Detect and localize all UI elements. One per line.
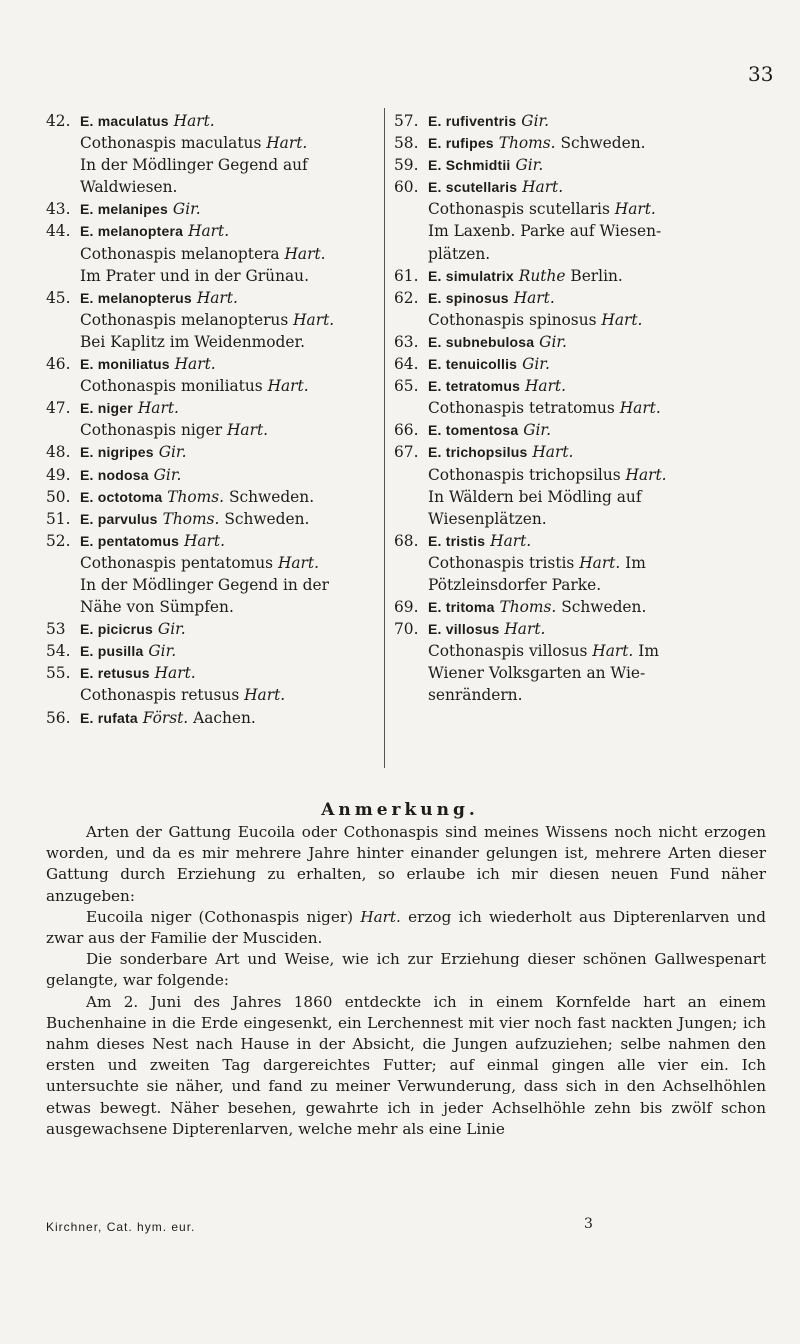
species-heading [46,640,376,662]
species-name: E. subnebulosa [428,333,535,350]
author-name: Hart. [504,620,546,639]
species-name: E. spinosus [428,289,509,306]
species-heading [46,508,376,530]
species-heading [46,353,376,375]
column-divider [384,108,385,768]
species-heading [46,486,376,508]
locality: Schweden. [228,487,315,506]
author-name: Hart. [293,310,335,329]
species-heading [394,110,762,132]
entry-text-line: Cothonaspis pentatomus Hart. [80,553,319,572]
author-name: Gir. [148,642,177,661]
species-name: E. tristis [428,532,486,549]
entry-text-line: In der Mödlinger Gegend auf [80,156,308,175]
entry-number: 55. [46,664,71,683]
entry-text-line: Pötzleinsdorfer Parke. [428,575,602,594]
species-entry [394,331,762,353]
species-entry [394,110,762,132]
author-name: Gir. [539,332,567,351]
species-heading [394,419,762,441]
entry-number: 59. [394,156,419,175]
footer-sheet-number: 3 [584,1216,593,1232]
species-name: E. rufata [80,709,138,726]
author-name: Hart. [277,553,319,572]
species-heading [46,287,376,309]
species-name: E. pusilla [80,643,144,660]
species-entry [394,441,762,529]
entry-text-line: In Wäldern bei Mödling auf [428,487,642,506]
species-entry [394,419,762,441]
species-entry [394,287,762,331]
entry-text-line: Cothonaspis villosus Hart. Im [428,642,659,661]
entry-number: 70. [394,620,419,639]
species-entry [394,375,762,419]
entry-text-line: Cothonaspis spinosus Hart. [428,310,643,329]
locality: Schweden. [561,598,647,617]
entry-number: 62. [394,288,419,307]
species-name: E. niger [80,400,133,417]
species-heading [46,530,376,552]
entry-number: 60. [394,178,419,197]
species-heading [46,110,376,132]
author-name: Hart. [174,355,216,374]
entry-number: 43. [46,200,71,219]
entry-number: 56. [46,708,71,727]
entry-number: 45. [46,288,71,307]
species-name: E. parvulus [80,510,158,527]
entry-number: 42. [46,112,71,130]
entry-text-line: senrändern. [428,686,523,705]
species-name: E. tritoma [428,599,495,616]
entry-text-line: Wiesenplätzen. [428,509,547,528]
entry-number: 69. [394,598,419,617]
species-name: E. simulatrix [428,267,514,284]
author-name: Hart. [244,686,286,705]
species-heading [394,618,762,640]
entry-text-line: Im Laxenb. Parke auf Wiesen- [428,222,662,241]
species-heading [394,331,762,353]
locality: Aachen. [193,708,256,727]
page-number: 33 [748,62,774,86]
entry-text-line: Cothonaspis scutellaris Hart. [428,200,656,219]
entry-number: 57. [394,112,419,130]
species-name: E. trichopsilus [428,444,528,461]
species-entry [394,265,762,287]
author-name: Hart. [579,553,621,572]
species-entry [46,353,376,397]
author-name: Först. [142,708,189,727]
author-name: Hart. [619,399,661,418]
remark-paragraph: Die sonderbare Art und Weise, wie ich zur Erziehung dieser schönen Gallwespenart gelangte, war folgende: [46,950,766,990]
entry-number: 47. [46,399,71,418]
entry-number: 66. [394,421,419,440]
species-entry [46,441,376,463]
remark-paragraph: Arten der Gattung Eucoila oder Cothonaspis sind meines Wissens noch nicht erzogen worden, und da es mir mehrere Jahre hinter einander gelungen ist, mehrere Arten dieser Gattung durch Erziehung zu erhalten, so erlaube ich mir diesen neuen Fund näher anzugeben: [46,823,766,905]
species-name: E. moniliatus [80,356,170,373]
author-name: Hart. [360,907,401,926]
entry-text-line: Cothonaspis tristis Hart. Im [428,553,646,572]
left-column [46,110,376,729]
species-entry [46,662,376,706]
remark-paragraph: Eucoila niger (Cothonaspis niger) Hart. erzog ich wiederholt aus Dipterenlarven und zwar aus der Familie der Musciden. [46,907,766,948]
species-heading [394,265,762,287]
species-name: E. villosus [428,621,500,638]
species-name: E. nodosa [80,466,149,483]
species-name: E. melanopterus [80,289,192,306]
locality: Schweden. [560,134,646,153]
species-heading [394,375,762,397]
author-name: Ruthe [518,266,566,285]
species-heading [394,596,762,618]
species-name: E. picicrus [80,621,154,638]
locality: Schweden. [224,509,310,528]
species-entry [46,508,376,530]
author-name: Hart. [173,112,215,130]
entry-text-line: Nähe von Sümpfen. [80,598,234,617]
footer-signature: Kirchner, Cat. hym. eur. [46,1220,196,1234]
species-heading [394,353,762,375]
species-entry [394,154,762,176]
author-name: Thoms. [498,134,556,153]
species-entry [394,530,762,596]
species-heading [394,287,762,309]
species-entry [46,397,376,441]
entry-text-line: Waldwiesen. [80,178,178,197]
species-entry [394,353,762,375]
species-entry [46,618,376,640]
author-name: Thoms. [162,509,220,528]
species-name: E. tenuicollis [428,356,518,373]
species-name: E. octotoma [80,488,163,505]
locality: Berlin. [570,266,623,285]
author-name: Hart. [188,222,230,241]
species-name: E. tomentosa [428,422,519,439]
species-heading [46,618,376,640]
species-entry [394,176,762,264]
species-name: E. nigripes [80,444,154,461]
species-name: E. tetratomus [428,378,521,395]
author-name: Thoms. [499,598,557,617]
species-name: E. Schmidtii [428,157,511,174]
species-heading [46,198,376,220]
entry-text-line: Cothonaspis maculatus Hart. [80,134,308,153]
species-name: E. pentatomus [80,532,180,549]
species-name: E. maculatus [80,113,169,129]
species-entry [46,530,376,618]
author-name: Hart. [227,421,269,440]
species-entry [46,640,376,662]
author-name: Hart. [490,531,532,550]
author-name: Hart. [513,288,555,307]
entry-number: 49. [46,465,71,484]
species-heading [46,397,376,419]
author-name: Hart. [592,642,634,661]
entry-number: 65. [394,377,419,396]
entry-number: 64. [394,355,419,374]
author-name: Gir. [157,620,186,639]
author-name: Gir. [172,200,201,219]
species-name: E. rufiventris [428,113,517,129]
author-name: Hart. [284,244,326,263]
species-entry [46,707,376,729]
entry-number: 67. [394,443,419,462]
author-name: Gir. [515,156,544,175]
entry-number: 44. [46,222,71,241]
author-name: Hart. [196,288,238,307]
author-name: Gir. [521,112,550,130]
species-entry [46,486,376,508]
species-heading [46,441,376,463]
entry-number: 46. [46,355,71,374]
species-name: E. melanoptera [80,223,184,240]
entry-text-line: Im Prater und in der Grünau. [80,266,309,285]
entry-number: 48. [46,443,71,462]
species-heading [46,707,376,729]
species-entry [46,287,376,353]
entry-text-line: Cothonaspis melanopterus Hart. [80,310,335,329]
author-name: Hart. [614,200,656,219]
species-heading [394,441,762,463]
species-entry [46,110,376,198]
entry-text-line: plätzen. [428,244,491,263]
author-name: Thoms. [167,487,225,506]
entry-text-line: Cothonaspis niger Hart. [80,421,269,440]
author-name: Hart. [183,531,226,550]
species-heading [46,220,376,242]
entry-number: 50. [46,487,71,506]
species-entry [46,464,376,486]
species-heading [394,154,762,176]
author-name: Gir. [153,465,182,484]
entry-number: 54. [46,642,71,661]
entry-number: 53 [46,620,66,639]
author-name: Gir. [523,421,551,440]
entry-number: 52. [46,531,71,550]
author-name: Hart. [625,465,667,484]
species-entry [46,198,376,220]
species-entry [46,220,376,286]
author-name: Hart. [524,377,567,396]
species-entry [394,132,762,154]
entry-text-line: Cothonaspis retusus Hart. [80,686,286,705]
author-name: Hart. [532,443,574,462]
entry-number: 61. [394,266,419,285]
entry-number: 63. [394,332,419,351]
species-name: E. retusus [80,665,150,682]
entry-number: 51. [46,509,71,528]
species-heading [394,132,762,154]
remark-paragraph: Am 2. Juni des Jahres 1860 entdeckte ich in einem Kornfelde hart an einem Buchenhaine in die Erde eingesenkt, ein Lerchennest mit vier noch fast nackten Jungen; ich nahm dieses Nest nach Hause in der Absicht, die Jungen aufzuziehen; selbe nahmen den ersten und zweiten Tag dargereichtes Futter; auf einmal gingen alle vier ein. Ich untersuchte sie näher, und fand zu meiner Verwunderung, dass sich in den Achselhöhlen etwas bewegt. Näher besehen, gewahrte ich in jeder Achselhöhle zehn bis zwölf schon ausgewachsene Dipterenlarven, welche mehr als eine Linie [46,992,766,1138]
author-name: Hart. [601,310,643,329]
remark-title: Anmerkung. [321,800,479,820]
species-heading [46,662,376,684]
remark-body [46,822,766,1140]
author-name: Hart. [267,377,309,396]
species-name: E. melanipes [80,201,168,218]
author-name: Hart. [266,134,308,153]
right-column [394,110,762,707]
author-name: Gir. [158,443,187,462]
entry-number: 68. [394,531,419,550]
author-name: Hart. [522,178,564,197]
entry-text-line: In der Mödlinger Gegend in der [80,575,330,594]
author-name: Gir. [522,355,550,374]
entry-text-line: Cothonaspis tetratomus Hart. [428,399,661,418]
entry-text-line: Cothonaspis melanoptera Hart. [80,244,326,263]
species-entry [394,618,762,706]
entry-number: 58. [394,134,419,153]
species-heading [46,464,376,486]
entry-text-line: Bei Kaplitz im Weidenmoder. [80,332,306,351]
author-name: Hart. [154,664,196,683]
species-name: E. scutellaris [428,179,518,196]
species-entry [394,596,762,618]
species-heading [394,530,762,552]
entry-text-line: Cothonaspis trichopsilus Hart. [428,465,667,484]
entry-text-line: Wiener Volksgarten an Wie- [428,664,646,683]
species-name: E. rufipes [428,135,494,152]
entry-text-line: Cothonaspis moniliatus Hart. [80,377,309,396]
species-heading [394,176,762,198]
author-name: Hart. [137,399,179,418]
